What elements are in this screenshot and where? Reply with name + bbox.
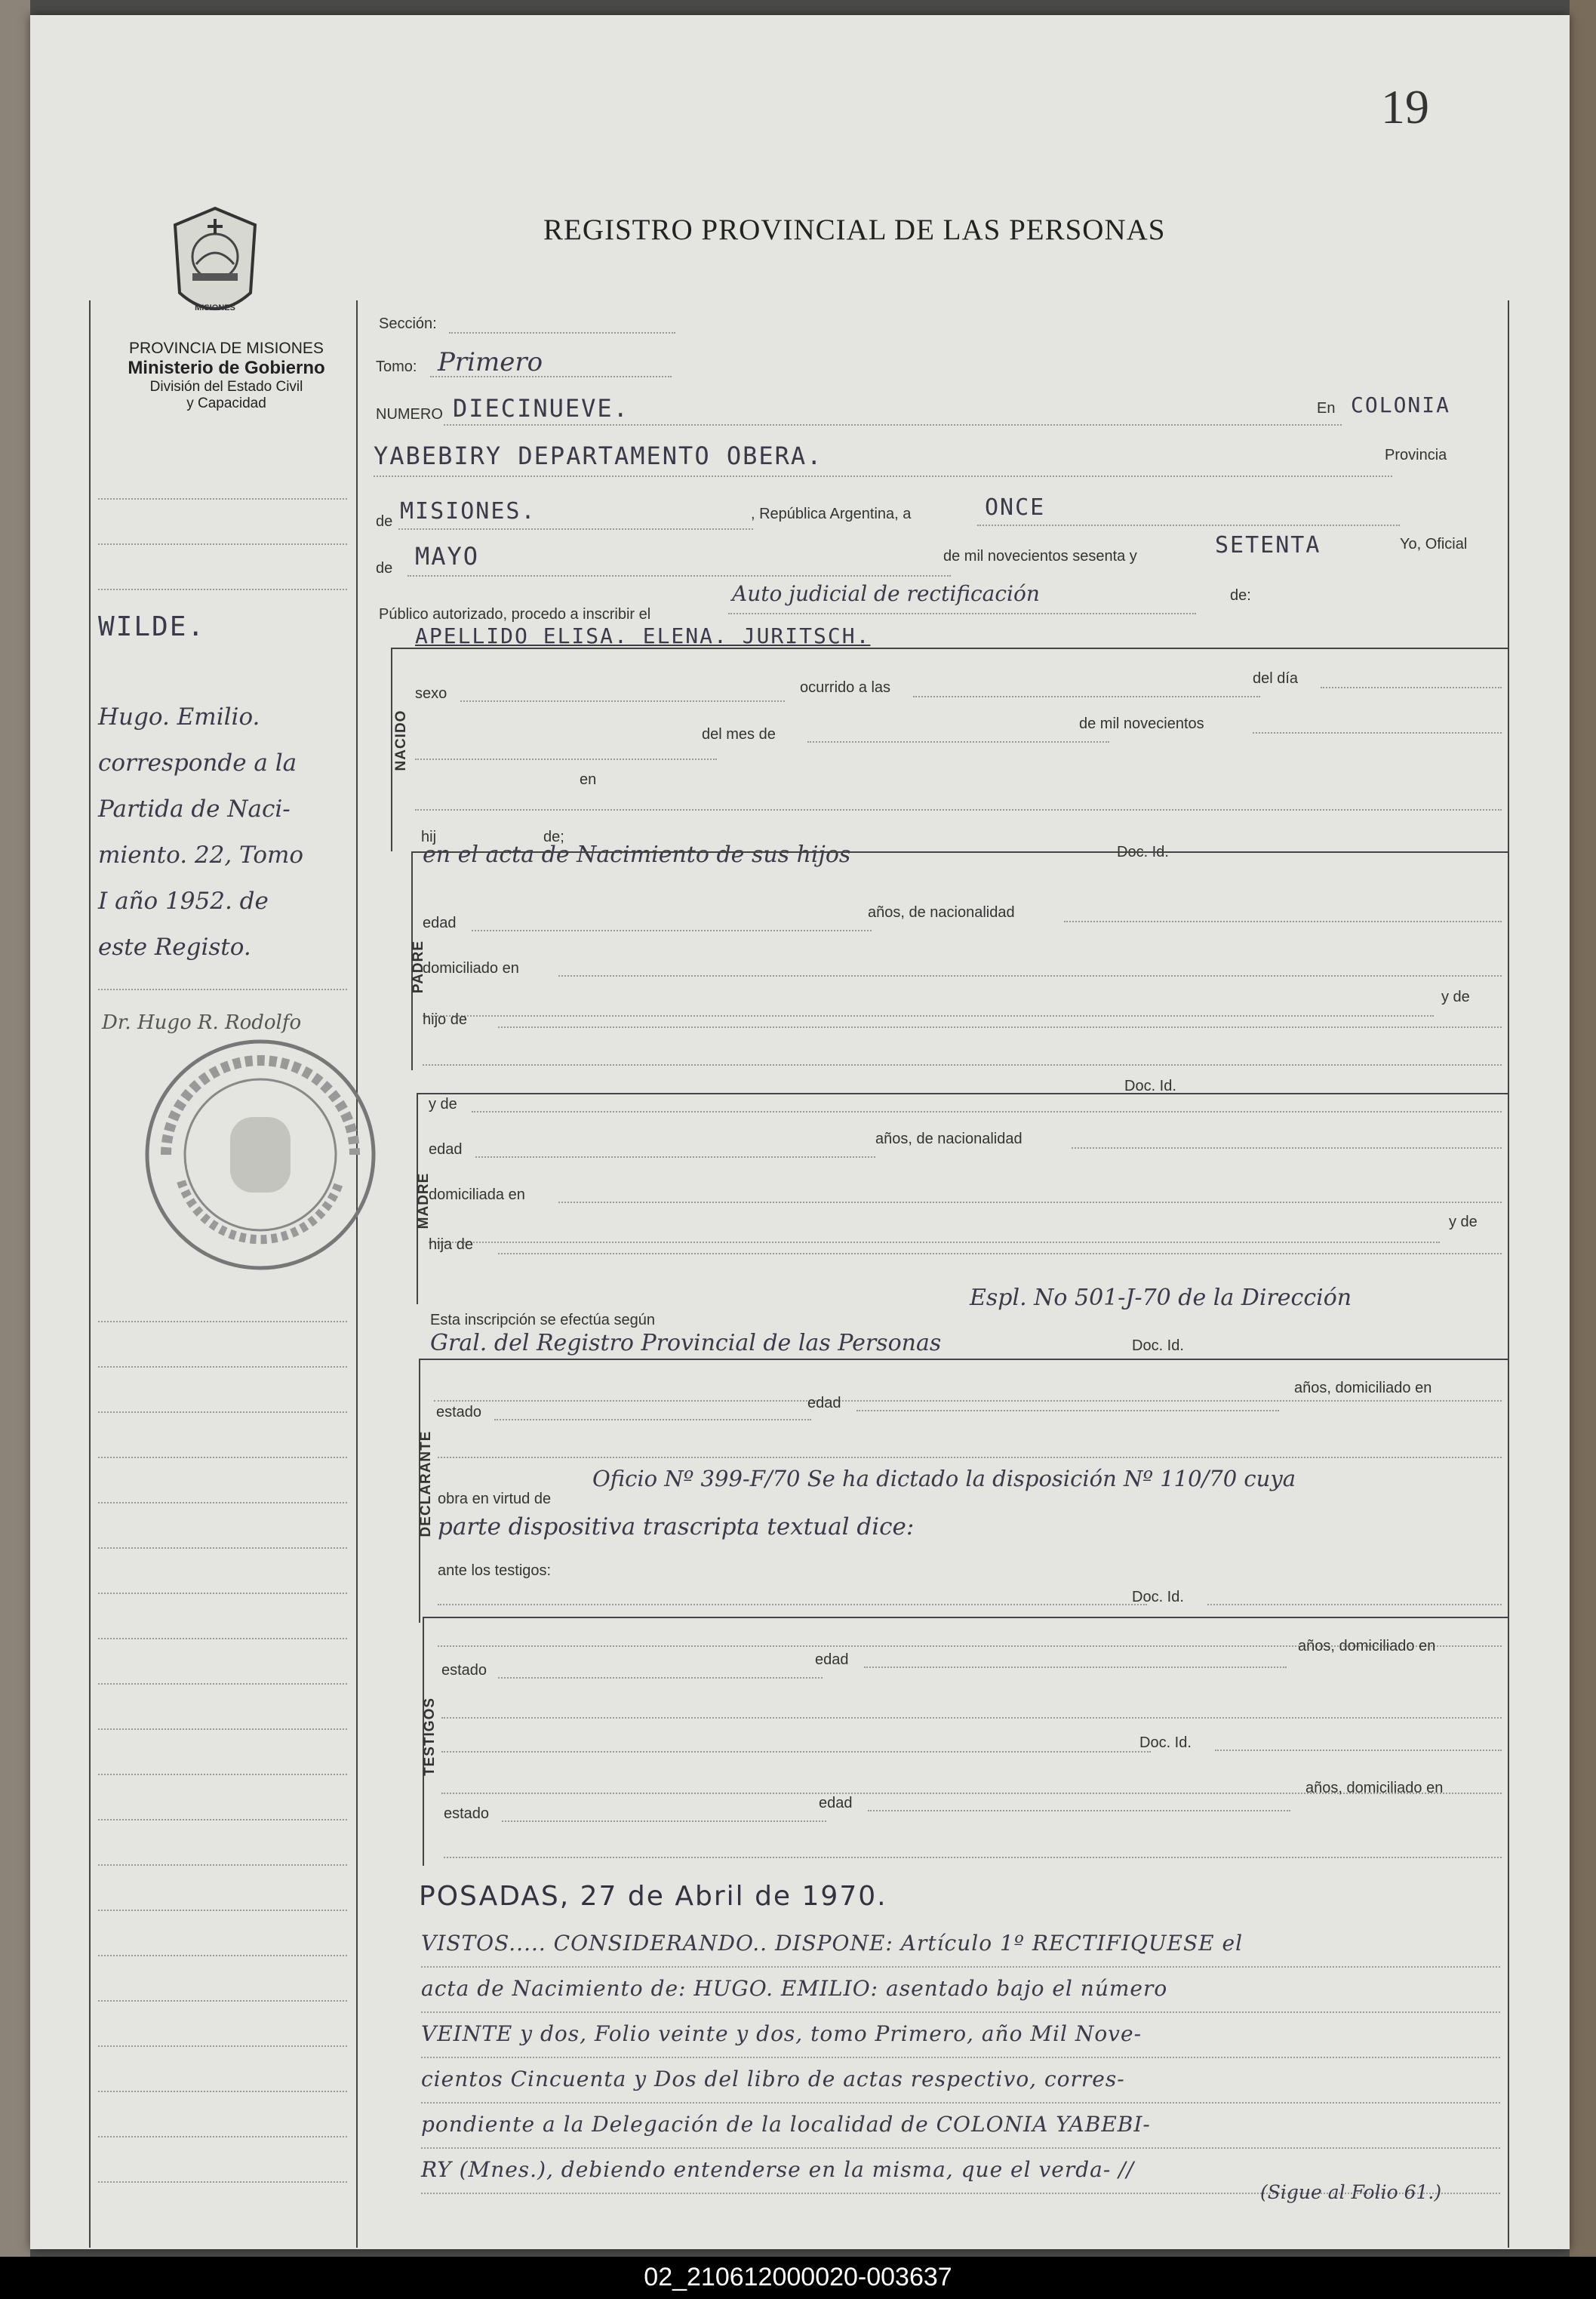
label-republica: , República Argentina, a — [751, 506, 912, 522]
issuer-ministry: Ministerio de Gobierno — [128, 358, 325, 378]
field-line — [864, 1667, 1287, 1668]
field-line — [421, 1966, 1500, 1968]
field-line — [438, 1457, 1502, 1458]
label-obra: obra en virtud de — [438, 1491, 552, 1507]
right-rule — [1508, 300, 1509, 2248]
margin-note-line: Hugo. Emilio. — [98, 703, 260, 731]
field-line — [502, 1820, 826, 1822]
field-line — [441, 1717, 1502, 1719]
disposition-line: cientos Cincuenta y Dos del libro de actas respectivo, corres- — [421, 2067, 1125, 2091]
field-line — [494, 1419, 811, 1420]
label-de-colon: de: — [1230, 587, 1251, 604]
value-provincia: MISIONES. — [400, 498, 537, 525]
label-edad-padre: edad — [423, 915, 457, 931]
coat-of-arms-icon — [166, 204, 264, 332]
field-line — [475, 1156, 875, 1158]
label-doc-id-padre: Doc. Id. — [1124, 1078, 1176, 1094]
label-doc-id-testigo1: Doc. Id. — [1139, 1734, 1192, 1751]
field-line — [421, 2057, 1500, 2058]
field-line — [441, 1751, 1151, 1753]
scan-footer — [0, 2257, 1596, 2299]
label-ante-testigos: ante los testigos: — [438, 1562, 552, 1579]
label-hija-de: hija de — [429, 1236, 473, 1253]
value-inscribir: Auto judicial de rectificación — [732, 581, 1040, 606]
value-anio: SETENTA — [1215, 532, 1321, 559]
label-domiciliado: domiciliado en — [423, 960, 519, 977]
value-numero: DIECINUEVE. — [453, 394, 629, 423]
section-label-nacido: NACIDO — [393, 709, 409, 771]
label-edad-declarante: edad — [807, 1395, 841, 1411]
margin-signature: Dr. Hugo R. Rodolfo — [102, 1011, 302, 1034]
section-rule — [423, 1617, 1508, 1618]
label-mil-novecientos: de mil novecientos — [1079, 716, 1204, 732]
value-inscripcion-ref: Espl. No 501-J-70 de la Dirección — [970, 1285, 1352, 1311]
margin-note-line: corresponde a la — [98, 749, 297, 777]
field-line — [421, 2147, 1500, 2149]
value-oficio: Oficio Nº 399-F/70 Se ha dictado la disposición Nº 110/70 cuya — [592, 1466, 1296, 1491]
section-label-padre: PADRE — [411, 940, 426, 994]
field-line — [1215, 1750, 1502, 1751]
register-page — [30, 15, 1570, 2249]
margin-note-line: miento. 22, Tomo — [98, 842, 304, 869]
label-doc-id-declarante: Doc. Id. — [1132, 1589, 1184, 1605]
field-line — [444, 424, 1342, 426]
label-provincia: Provincia — [1385, 447, 1447, 463]
label-en: En — [1317, 400, 1336, 417]
label-sexo: sexo — [415, 685, 447, 702]
label-de-mes: de — [376, 560, 393, 577]
value-posadas-date: POSADAS, 27 de Abril de 1970. — [419, 1881, 887, 1912]
issuer-division: División del Estado Civil — [149, 379, 303, 395]
label-anos-nac-padre: años, de nacionalidad — [868, 904, 1015, 921]
label-doc-id-nacido: Doc. Id. — [1117, 844, 1169, 860]
value-acta-hijos: en el acta de Nacimiento de sus hijos — [423, 842, 851, 868]
field-line — [421, 2102, 1500, 2104]
field-line — [1253, 732, 1502, 734]
scan-id: 02_210612000020-003637 — [644, 2263, 952, 2291]
label-domiciliada: domiciliada en — [429, 1186, 525, 1203]
field-line — [415, 809, 1502, 811]
margin-note — [98, 694, 355, 971]
field-line — [429, 1242, 1440, 1243]
issuer-capacity: y Capacidad — [186, 395, 266, 411]
label-de-provincia: de — [376, 513, 393, 530]
field-line — [558, 975, 1502, 977]
field-line — [728, 613, 1196, 614]
label-ocurrido: ocurrido a las — [800, 679, 891, 696]
disposition-line: acta de Nacimiento de: HUGO. EMILIO: asentado bajo el número — [421, 1976, 1168, 2001]
label-anos-dom-testigo1: años, domiciliado en — [1298, 1638, 1436, 1654]
margin-left-rule — [89, 300, 91, 2248]
label-edad-testigo1: edad — [815, 1651, 849, 1668]
field-line — [460, 700, 785, 702]
label-anos-dom-declarante: años, domiciliado en — [1294, 1380, 1432, 1396]
book-cover-edge — [1570, 0, 1596, 2257]
section-label-madre: MADRE — [416, 1172, 432, 1230]
field-line — [434, 1400, 1502, 1402]
value-direccion: Gral. del Registro Provincial de las Personas — [430, 1330, 942, 1356]
value-apellido: APELLIDO ELISA. ELENA. JURITSCH. — [415, 623, 871, 648]
disposition-line: RY (Mnes.), debiendo entenderse en la misma, que el verda- // — [421, 2157, 1135, 2182]
label-anos-dom-testigo2: años, domiciliado en — [1305, 1780, 1444, 1796]
margin-surname: WILDE. — [98, 611, 206, 642]
value-dia: ONCE — [985, 494, 1046, 521]
field-line — [472, 930, 872, 931]
label-publico: Público autorizado, procedo a inscribir el — [379, 606, 651, 623]
label-de-semi: de; — [543, 829, 564, 845]
official-stamp-icon — [136, 1030, 385, 1279]
field-line — [498, 1677, 823, 1679]
label-del-mes: del mes de — [702, 726, 776, 743]
section-rule — [417, 1093, 1508, 1094]
margin-note-line: Partida de Naci- — [98, 796, 291, 823]
disposition-line: pondiente a la Delegación de la localidad de COLONIA YABEBI- — [421, 2112, 1151, 2137]
field-line — [1321, 687, 1502, 688]
label-en-lugar: en — [580, 771, 597, 788]
issuer-province: PROVINCIA DE MISIONES — [129, 340, 324, 357]
issuer-block — [98, 340, 355, 412]
field-line — [498, 1253, 1502, 1254]
label-inscripcion: Esta inscripción se efectúa según — [430, 1312, 655, 1328]
label-y-de-madre: y de — [429, 1096, 457, 1113]
field-line — [423, 1064, 1502, 1066]
value-localidad: COLONIA — [1351, 392, 1451, 417]
label-estado-declarante: estado — [436, 1404, 482, 1420]
section-label-declarante: DECLARANTE — [418, 1430, 434, 1537]
field-line — [977, 525, 1400, 526]
label-estado-testigo2: estado — [444, 1805, 490, 1822]
page-number: 19 — [1381, 80, 1429, 134]
field-line — [415, 759, 717, 760]
binder-edge — [0, 0, 30, 2299]
label-tomo: Tomo: — [376, 359, 417, 375]
field-line — [472, 1111, 1502, 1113]
field-line — [444, 1857, 1502, 1858]
field-line — [498, 1026, 1502, 1028]
label-edad-testigo2: edad — [819, 1795, 853, 1811]
page-title: REGISTRO PROVINCIAL DE LAS PERSONAS — [543, 214, 1166, 246]
field-line — [558, 1202, 1502, 1203]
label-edad-madre: edad — [429, 1141, 463, 1158]
field-line — [421, 2011, 1500, 2013]
field-line — [868, 1810, 1290, 1811]
field-line — [1207, 1604, 1502, 1605]
label-y-de-padre: y de — [1441, 989, 1470, 1005]
section-rule — [419, 1359, 1508, 1360]
field-line — [423, 1015, 1434, 1017]
field-line — [407, 575, 951, 577]
value-mes: MAYO — [415, 542, 480, 571]
label-yo-oficial: Yo, Oficial — [1400, 536, 1468, 552]
disposition-line: VISTOS..... CONSIDERANDO.. DISPONE: Artículo 1º RECTIFIQUESE el — [421, 1931, 1244, 1956]
label-mil-sesenta: de mil novecientos sesenta y — [943, 548, 1137, 565]
section-label-testigos: TESTIGOS — [422, 1697, 438, 1777]
margin-note-line: este Registo. — [98, 934, 251, 961]
margin-note-line: I año 1952. de — [98, 888, 269, 915]
field-line — [856, 1410, 1279, 1411]
value-sigue-folio: (Sigue al Folio 61.) — [1260, 2181, 1442, 2203]
field-line — [807, 741, 1109, 743]
label-hijo-de: hijo de — [423, 1011, 467, 1028]
field-line — [1072, 1147, 1502, 1149]
field-line — [1064, 921, 1502, 922]
field-line — [438, 1604, 1147, 1605]
label-del-dia: del día — [1253, 670, 1299, 687]
section-rule — [391, 648, 392, 851]
value-parte-dispositiva: parte dispositiva trascripta textual dice: — [438, 1513, 915, 1540]
seal-caption: MISIONES — [195, 303, 235, 312]
value-departamento: YABEBIRY DEPARTAMENTO OBERA. — [374, 442, 823, 470]
field-line — [449, 332, 675, 334]
label-numero: NUMERO — [376, 406, 443, 423]
label-anos-nac-madre: años, de nacionalidad — [875, 1131, 1022, 1147]
field-line — [913, 696, 1260, 697]
label-hij: hij — [421, 829, 437, 845]
field-line — [374, 475, 1392, 477]
field-line — [398, 528, 753, 530]
section-rule — [411, 851, 1508, 853]
disposition-line: VEINTE y dos, Folio veinte y dos, tomo Primero, año Mil Nove- — [421, 2021, 1142, 2046]
label-y-de-madre-2: y de — [1449, 1214, 1478, 1230]
field-line — [430, 376, 672, 377]
label-estado-testigo1: estado — [441, 1662, 487, 1679]
label-doc-id-inscripcion: Doc. Id. — [1132, 1337, 1184, 1354]
value-tomo: Primero — [438, 347, 543, 377]
label-seccion: Sección: — [379, 315, 437, 332]
